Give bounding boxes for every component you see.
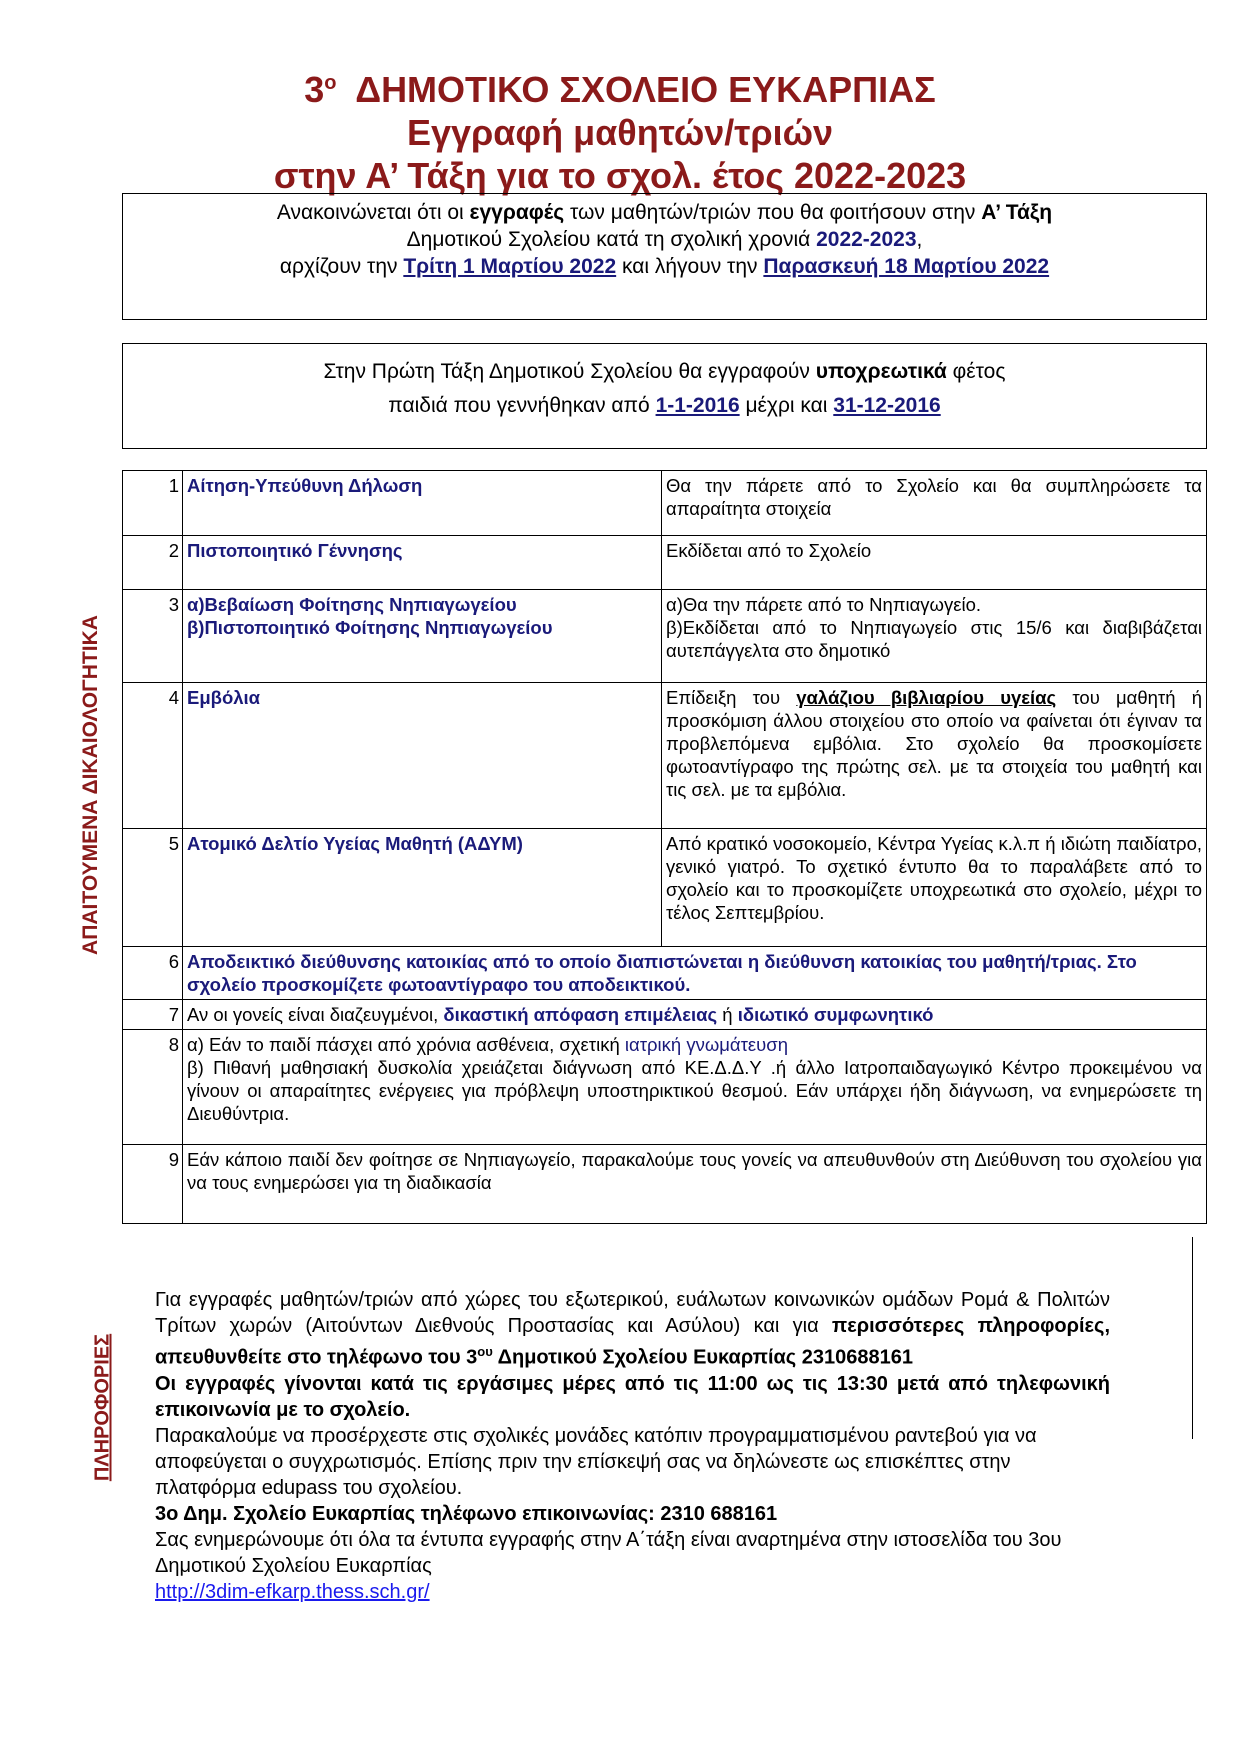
row-number: 2 bbox=[123, 536, 183, 590]
title-line-year: στην Α’ Τάξη για το σχολ. έτος 2022-2023 bbox=[273, 155, 967, 196]
start-date: Τρίτη 1 Μαρτίου 2022 bbox=[403, 255, 617, 278]
table-row bbox=[123, 1000, 1207, 1030]
document-description: Από κρατικό νοσοκομείο, Κέντρα Υγείας κ.λ.π ή ιδιώτη παιδίατρο, γενικό γιατρό. Το σχετικό έντυπο θα το παραλάβετε από το σχολείο και το προσκομίζετε υποχρεωτικά στο σχολείο, μέχρι το τέλος Σεπτεμβρίου. bbox=[662, 829, 1207, 947]
document-name: α)Βεβαίωση Φοίτησης Νηπιαγωγείου β)Πιστοποιητικό Φοίτησης Νηπιαγωγείου bbox=[183, 590, 662, 683]
announcement-box: Ανακοινώνεται ότι οι εγγραφές των μαθητών/τριών που θα φοιτήσουν στην Α’ Τάξη Δημοτικού Σχολείου κατά τη σχολική χρονιά 2022-2023, αρχίζουν την Τρίτη 1 Μαρτίου 2022 και λήγουν την Παρασκευή 18 Μαρτίου 2022 bbox=[122, 193, 1207, 320]
row-number: 1 bbox=[123, 471, 183, 536]
document-name: Πιστοποιητικό Γέννησης bbox=[183, 536, 662, 590]
document-description: Θα την πάρετε από το Σχολείο και θα συμπληρώσετε τα απαραίτητα στοιχεία bbox=[662, 471, 1207, 536]
row-number: 9 bbox=[123, 1145, 183, 1224]
birth-date-from: 1-1-2016 bbox=[655, 394, 740, 417]
row-number: 3 bbox=[123, 590, 183, 683]
row-number: 6 bbox=[123, 947, 183, 1000]
row-number: 5 bbox=[123, 829, 183, 947]
table-row bbox=[123, 829, 1207, 947]
divider-line bbox=[1192, 1237, 1193, 1439]
required-documents-table bbox=[122, 470, 1207, 1224]
document-name: Ατομικό Δελτίο Υγείας Μαθητή (ΑΔΥΜ) bbox=[183, 829, 662, 947]
document-description: Εκδίδεται από το Σχολείο bbox=[662, 536, 1207, 590]
information-section: Για εγγραφές μαθητών/τριών από χώρες του εξωτερικού, ευάλωτων κοινωνικών ομάδων Ρομά & Πολιτών Τρίτων χωρών (Αιτούντων Διεθνούς Προστασίας και Ασύλου) και για περισσότερες πληροφορίες, απευθυνθείτε στο τηλέφωνο του $3^{o\upsilon}$ Δημοτικού Σχολείου Ευκαρπίας 2310688161 Οι εγγραφές γίνονται κατά τις εργάσιμες μέρες από τις 11:00 ως τις 13:30 μετά από τηλεφωνική επικοινωνία με το σχολείο. Παρακαλούμε να προσέρχεστε στις σχολικές μονάδες κατόπιν προγραμματισμένου ραντεβού για να αποφεύγεται ο συγχρωτισμός. Επίσης πριν την επίσκεψή σας να δηλώνεστε ως επισκέπτες στην πλατφόρμα edupass του σχολείου. 3ο Δημ. Σχολείο Ευκαρπίας τηλέφωνο επικοινωνίας: 2310 688161 Σας ενημερώνουμε ότι όλα τα έντυπα εγγραφής στην Α΄τάξη είναι αναρτημένα στην ιστοσελίδα του 3ου Δημοτικού Σχολείου Ευκαρπίας http://3dim-efkarp.thess.sch.gr/ bbox=[155, 1289, 1110, 1603]
row-number: 8 bbox=[123, 1030, 183, 1145]
birth-date-to: 31-12-2016 bbox=[833, 394, 941, 417]
side-label-information: ΠΛΗΡΟΦΟΡΙΕΣ bbox=[91, 1333, 114, 1482]
table-row bbox=[123, 947, 1207, 1000]
document-title bbox=[0, 62, 1240, 197]
document-name: Αίτηση-Υπεύθυνη Δήλωση bbox=[183, 471, 662, 536]
contact-phone: 3ο Δημ. Σχολείο Ευκαρπίας τηλέφωνο επικοινωνίας: 2310 688161 bbox=[155, 1502, 778, 1525]
title-line-school: $3^o$ ΔΗΜΟΤΙΚΟ ΣΧΟΛΕΙΟ ΕΥΚΑΡΠΙΑΣ bbox=[304, 69, 936, 110]
title-line-registration: Εγγραφή μαθητών/τριών bbox=[406, 112, 834, 153]
document-description: Εάν κάποιο παιδί δεν φοίτησε σε Νηπιαγωγείο, παρακαλούμε τους γονείς να απευθυνθούν στη Διεύθυνση του σχολείου για να τους ενημερώσει για τη διαδικασία bbox=[183, 1145, 1207, 1224]
document-description: α) Εάν το παιδί πάσχει από χρόνια ασθένεια, σχετική ιατρική γνωμάτευση β) Πιθανή μαθησιακή δυσκολία χρειάζεται διάγνωση από ΚΕ.Δ.Δ.Υ .ή άλλο Ιατροπαιδαγωγικό Κέντρο προκειμένου να γίνουν οι απαραίτητες ενέργειες για πρόβλεψη υποστηρικτικού θεσμού. Εάν υπάρχει ήδη διάγνωση, να ενημερώσετε τη Διευθύντρια. bbox=[183, 1030, 1207, 1145]
side-label-required-documents: ΑΠΑΙΤΟΥΜΕΝΑ ΔΙΚΑΙΟΛΟΓΗΤΙΚΑ bbox=[79, 615, 102, 955]
table-row bbox=[123, 590, 1207, 683]
document-description: Αν οι γονείς είναι διαζευγμένοι, δικαστική απόφαση επιμέλειας ή ιδιωτικό συμφωνητικό bbox=[183, 1000, 1207, 1030]
end-date: Παρασκευή 18 Μαρτίου 2022 bbox=[763, 255, 1050, 278]
document-description: α)Θα την πάρετε από το Νηπιαγωγείο. β)Εκδίδεται από το Νηπιαγωγείο στις 15/6 και διαβιβάζεται αυτεπάγγελτα στο δημοτικό bbox=[662, 590, 1207, 683]
eligibility-box: Στην Πρώτη Τάξη Δημοτικού Σχολείου θα εγγραφούν υποχρεωτικά φέτος παιδιά που γεννήθηκαν από 1-1-2016 μέχρι και 31-12-2016 bbox=[122, 343, 1207, 449]
row-number: 4 bbox=[123, 683, 183, 829]
table-row bbox=[123, 683, 1207, 829]
table-row bbox=[123, 471, 1207, 536]
document-name: Αποδεικτικό διεύθυνσης κατοικίας από το οποίο διαπιστώνεται η διεύθυνση κατοικίας του μαθητή/τριας. Στο σχολείο προσκομίζετε φωτοαντίγραφο του αποδεικτικού. bbox=[183, 947, 1207, 1000]
table-row bbox=[123, 536, 1207, 590]
registration-hours: Οι εγγραφές γίνονται κατά τις εργάσιμες μέρες από τις 11:00 ως τις 13:30 μετά από τηλεφωνική επικοινωνία με το σχολείο. bbox=[155, 1372, 1110, 1421]
document-name: Εμβόλια bbox=[183, 683, 662, 829]
table-row bbox=[123, 1030, 1207, 1145]
table-row bbox=[123, 1145, 1207, 1224]
row-number: 7 bbox=[123, 1000, 183, 1030]
document-description: Επίδειξη του γαλάζιου βιβλιαρίου υγείας του μαθητή ή προσκόμιση άλλου στοιχείου στο οποίο να φαίνεται ότι έγιναν τα προβλεπόμενα εμβόλια. Στο σχολείο θα προσκομίσετε φωτοαντίγραφο της πρώτης σελ. με τα στοιχεία του μαθητή και τις σελ. με τα εμβόλια. bbox=[662, 683, 1207, 829]
school-website-link[interactable]: http://3dim-efkarp.thess.sch.gr/ bbox=[155, 1580, 430, 1603]
